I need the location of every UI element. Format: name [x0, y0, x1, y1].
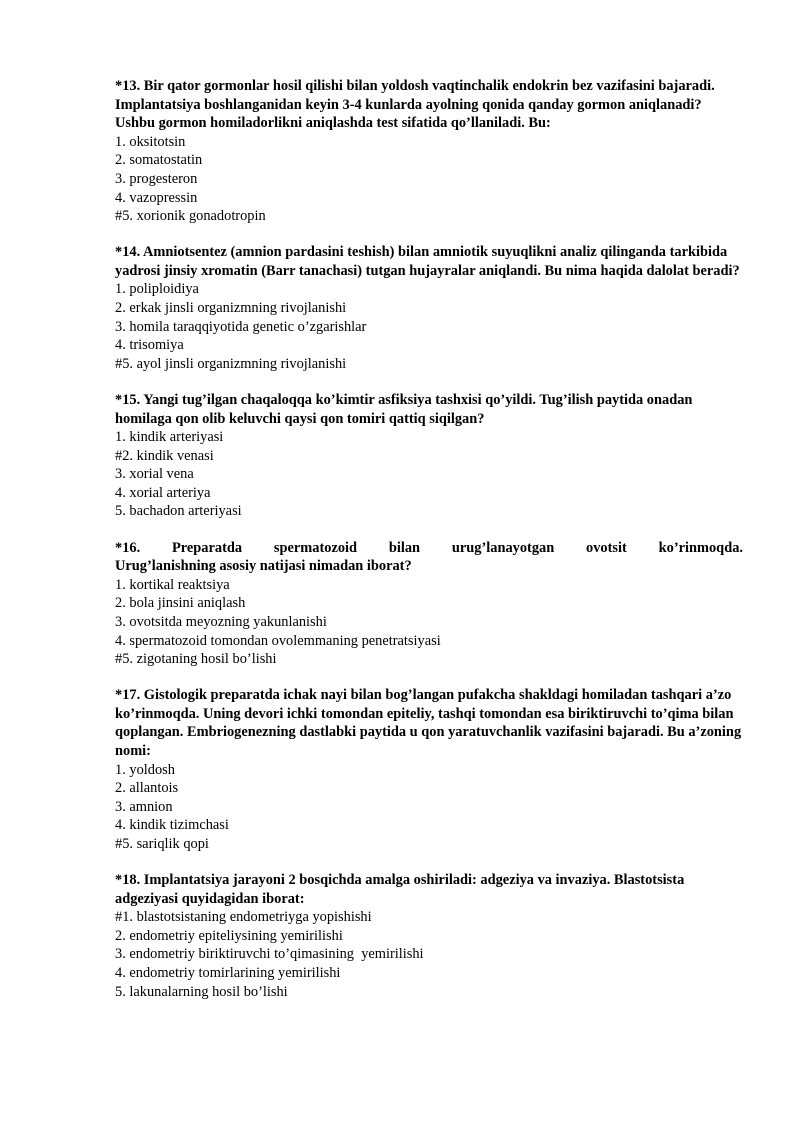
answer-option: 4. endometriy tomirlarining yemirilishi: [115, 965, 341, 982]
answer-option: 1. kortikal reaktsiya: [115, 576, 230, 593]
question-stem: *13. Bir qator gormonlar hosil qilishi bilan yoldosh vaqtinchalik endokrin bez vazifasini bajaradi. Implantatsiya boshlanganidan keyin 3-4 kunlarda ayolning qonida qanday gormon aniqlanadi? Ushbu gormon homiladorlikni aniqlashda test sifatida qo’llaniladi. Bu:: [115, 78, 715, 132]
answer-option: 3. amnion: [115, 798, 173, 815]
answer-option: 1. poliploidiya: [115, 281, 199, 298]
question-17: [115, 686, 743, 853]
question-18: [115, 871, 743, 1001]
correct-answer-option: #5. zigotaning hosil bo’lishi: [115, 651, 277, 668]
answer-option: 3. xorial vena: [115, 466, 194, 483]
correct-answer-option: #5. xorionik gonadotropin: [115, 208, 266, 225]
answer-option: 3. homila taraqqiyotida genetic o’zgarishlar: [115, 318, 367, 335]
question-stem: *14. Amniotsentez (amnion pardasini teshish) bilan amniotik suyuqlikni analiz qilinganda tarkibida yadrosi jinsiy xromatin (Barr tanachasi) tutgan hujayralar aniqlandi. Bu nima haqida dalolat beradi?: [115, 244, 740, 279]
question-14: [115, 243, 743, 373]
answer-option: 2. allantois: [115, 780, 179, 797]
answer-option: 3. ovotsitda meyozning yakunlanishi: [115, 613, 327, 630]
answer-option: 3. progesteron: [115, 170, 198, 187]
answer-option: 1. kindik arteriyasi: [115, 429, 224, 446]
correct-answer-option: #5. ayol jinsli organizmning rivojlanishi: [115, 355, 347, 372]
correct-answer-option: #1. blastotsistaning endometriyga yopishishi: [115, 909, 372, 926]
question-13: [115, 77, 743, 226]
question-stem: *15. Yangi tug’ilgan chaqaloqqa ko’kimtir asfiksiya tashxisi qo’yildi. Tug’ilish paytida onadan homilaga qon olib keluvchi qaysi qon tomiri qattiq siqilgan?: [115, 391, 693, 427]
answer-option: 2. bola jinsini aniqlash: [115, 595, 246, 612]
answer-option: 4. vazopressin: [115, 189, 198, 206]
correct-answer-option: #2. kindik venasi: [115, 447, 214, 464]
document-page: [115, 77, 743, 1019]
answer-option: 2. somatostatin: [115, 152, 203, 169]
question-16: [115, 539, 743, 669]
answer-option: 1. yoldosh: [115, 761, 175, 778]
answer-option: 4. trisomiya: [115, 337, 184, 354]
question-stem: *16. Preparatda spermatozoid bilan urug’lanayotgan ovotsit ko’rinmoqda.: [115, 539, 743, 556]
answer-option: 3. endometriy biriktiruvchi to’qimasining yemirilishi: [115, 946, 424, 963]
question-stem-continuation: Urug’lanishning asosiy natijasi nimadan iborat?: [115, 558, 412, 575]
answer-option: 2. erkak jinsli organizmning rivojlanishi: [115, 300, 347, 317]
answer-option: 1. oksitotsin: [115, 133, 186, 150]
answer-option: 4. xorial arteriya: [115, 484, 211, 501]
question-stem: *17. Gistologik preparatda ichak nayi bilan bog’langan pufakcha shakldagi homiladan tashqari a’zo ko’rinmoqda. Uning devori ichki tomondan epiteliy, tashqi tomondan esa biriktiruvchi to’qima bilan qoplangan. Embriogenezning dastlabki paytida u qon yaratuvchanlik vazifasini bajaradi. Bu a’zoning nomi:: [115, 687, 742, 759]
answer-option: 5. bachadon arteriyasi: [115, 503, 242, 520]
answer-option: 4. kindik tizimchasi: [115, 817, 229, 834]
correct-answer-option: #5. sariqlik qopi: [115, 835, 209, 852]
question-stem: *18. Implantatsiya jarayoni 2 bosqichda amalga oshiriladi: adgeziya va invaziya. Blastotsista adgeziyasi quyidagidan iborat:: [115, 872, 685, 907]
answer-option: 5. lakunalarning hosil bo’lishi: [115, 983, 288, 1000]
answer-option: 4. spermatozoid tomondan ovolemmaning penetratsiyasi: [115, 632, 441, 649]
answer-option: 2. endometriy epiteliysining yemirilishi: [115, 927, 343, 944]
question-15: [115, 391, 743, 521]
